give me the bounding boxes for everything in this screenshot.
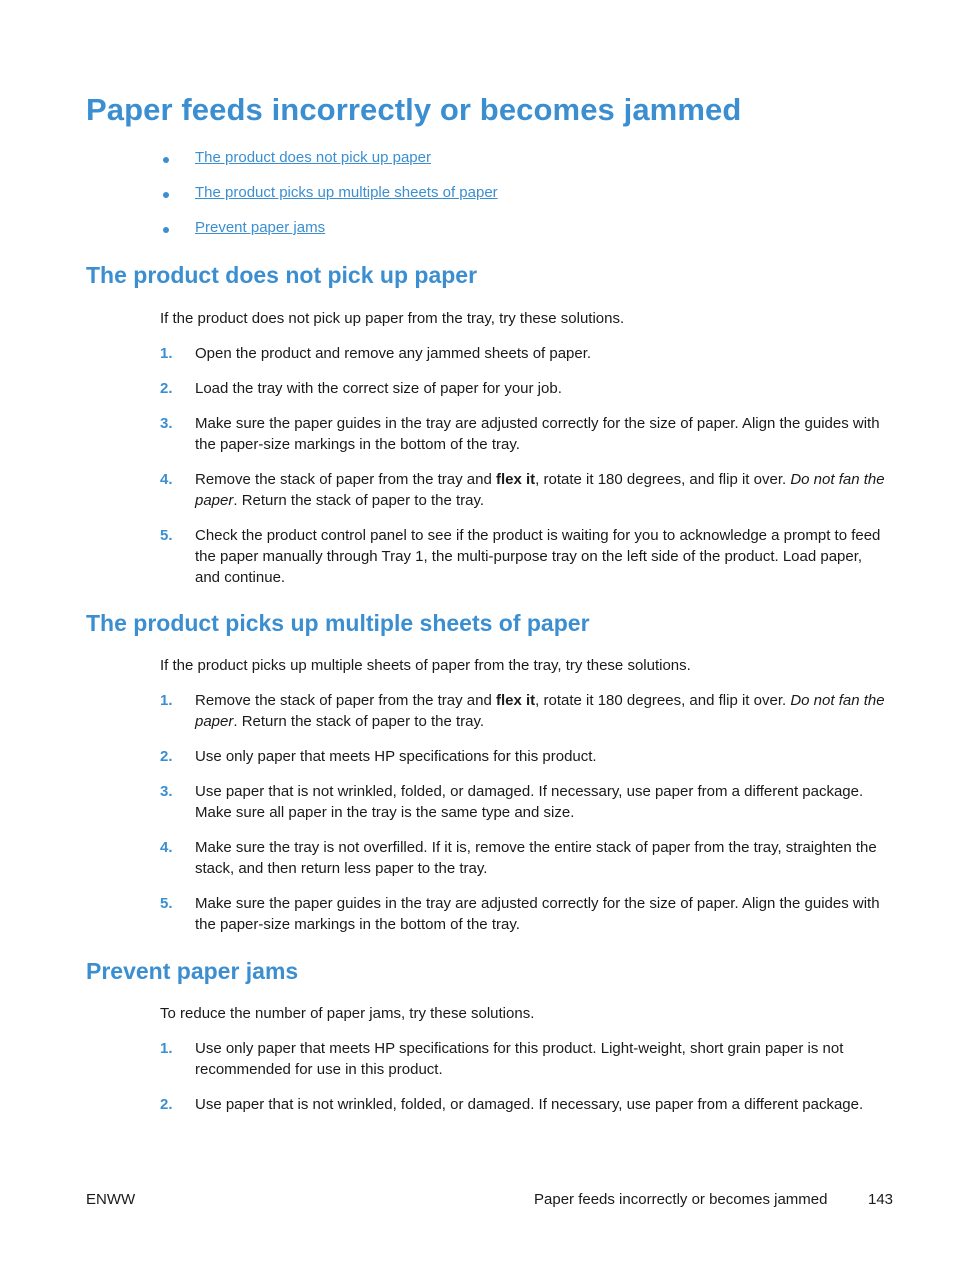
toc-link-multiple-sheets[interactable]: The product picks up multiple sheets of paper (195, 184, 498, 201)
toc-link-not-pick-up[interactable]: The product does not pick up paper (195, 149, 431, 166)
step-text-mid: , rotate it 180 degrees, and flip it over. (535, 471, 791, 488)
step-number: 3. (160, 783, 173, 800)
step-text (195, 469, 885, 511)
step-number: 2. (160, 748, 173, 765)
step-number: 4. (160, 471, 173, 488)
section-heading: The product does not pick up paper (86, 262, 478, 288)
step-number: 1. (160, 1040, 173, 1057)
page-title: Paper feeds incorrectly or becomes jammed (86, 92, 742, 127)
step-text-post: . Return the stack of paper to the tray. (233, 492, 485, 509)
step-text: Use only paper that meets HP specifications for this product. (195, 748, 597, 765)
step-number: 3. (160, 415, 173, 432)
step-text-italic: Do not fan the paper (195, 692, 885, 730)
step-text: Use paper that is not wrinkled, folded, or damaged. If necessary, use paper from a different package. Make sure all paper in the tray is the same type and size. (195, 783, 864, 821)
toc-link-prevent-jams[interactable]: Prevent paper jams (195, 219, 326, 236)
step-number: 5. (160, 895, 173, 912)
step-text-mid: , rotate it 180 degrees, and flip it over. (535, 692, 791, 709)
footer-left: ENWW (86, 1191, 136, 1208)
step-text: Check the product control panel to see if the product is waiting for you to acknowledge a prompt to feed the paper manually through Tray 1, the multi-purpose tray on the left side of the product. Load paper, and continue. (195, 527, 881, 586)
step-text (195, 690, 885, 732)
step-text-bold: flex it (495, 692, 536, 709)
step-text-post: . Return the stack of paper to the tray. (233, 713, 485, 730)
section-intro: If the product picks up multiple sheets of paper from the tray, try these solutions. (160, 657, 691, 674)
step-number: 1. (160, 345, 173, 362)
step-text: Make sure the paper guides in the tray are adjusted correctly for the size of paper. Align the guides with the paper-size markings in the bottom of the tray. (195, 415, 880, 453)
step-text: Use only paper that meets HP specifications for this product. Light-weight, short grain paper is not recommended for use in this product. (195, 1040, 844, 1078)
step-text-italic: Do not fan the paper (195, 471, 885, 509)
bullet-icon (163, 192, 169, 198)
step-text: Make sure the paper guides in the tray are adjusted correctly for the size of paper. Align the guides with the paper-size markings in the bottom of the tray. (195, 895, 880, 933)
step-number: 5. (160, 527, 173, 544)
step-text-bold: flex it (495, 471, 536, 488)
step-number: 2. (160, 1096, 173, 1113)
step-text: Load the tray with the correct size of paper for your job. (195, 380, 562, 397)
step-text: Use paper that is not wrinkled, folded, or damaged. If necessary, use paper from a different package. (195, 1096, 864, 1113)
step-text-pre: Remove the stack of paper from the tray and (195, 471, 496, 488)
step-number: 4. (160, 839, 173, 856)
section-intro: To reduce the number of paper jams, try these solutions. (160, 1005, 535, 1022)
step-number: 1. (160, 692, 173, 709)
bullet-icon (163, 157, 169, 163)
section-heading: The product picks up multiple sheets of paper (86, 610, 590, 636)
footer-page-number: 143 (868, 1191, 894, 1208)
step-number: 2. (160, 380, 173, 397)
footer-chapter: Paper feeds incorrectly or becomes jammed (534, 1191, 828, 1208)
step-text: Open the product and remove any jammed sheets of paper. (195, 345, 592, 362)
section-heading: Prevent paper jams (86, 958, 299, 984)
bullet-icon (163, 227, 169, 233)
section-intro: If the product does not pick up paper from the tray, try these solutions. (160, 310, 625, 327)
step-text-pre: Remove the stack of paper from the tray and (195, 692, 496, 709)
step-text: Make sure the tray is not overfilled. If it is, remove the entire stack of paper from the tray, straighten the stack, and then return less paper to the tray. (195, 839, 877, 877)
